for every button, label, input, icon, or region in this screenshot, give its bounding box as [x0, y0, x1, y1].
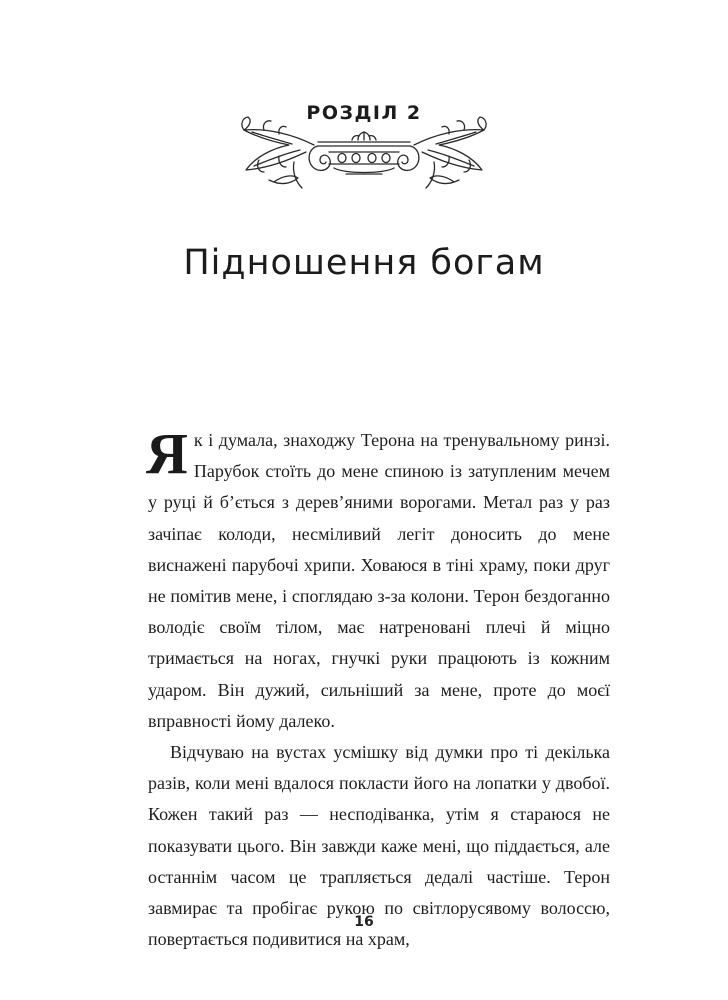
chapter-title: Підношення богам	[183, 243, 545, 283]
body-text	[146, 421, 610, 955]
chapter-header	[0, 90, 728, 200]
page-number: 16	[354, 914, 374, 930]
paragraph-text: к і думала, знаходжу Терона на тренувальному ринзі. Парубок стоїть до мене спиною із затупленим мечем у руці й б’ється з дерев’яними ворогами. Метал раз у раз зачіпає колоди, несміливий легіт доносить до мене виснажені парубочі хрипи. Ховаюся в тіні храму, поки друг не помітив мене, і споглядаю з-за колони. Терон бездоганно володіє своїм тілом, має натреновані плечі й міцно тримається на ногах, гнучкі руки працюють із кожним ударом. Він дужий, сильніший за мене, проте до моєї вправності йому далеко.	[148, 430, 610, 731]
paragraph: Відчуваю на вустах усмішку від думки про ті декілька разів, коли мені вдалося покласти його на лопатки у двобої. Кожен такий раз — несподіванка, утім я стараюся не показувати цього. Він завжди каже мені, що піддається, але останнім часом це трапляється дедалі частіше. Терон завмирає та пробігає рукою по світлорусявому волоссю, повертається подивитися на храм,	[148, 742, 610, 950]
drop-cap: Я	[146, 421, 188, 486]
paragraph	[146, 421, 610, 737]
chapter-label: РОЗДІЛ 2	[306, 102, 422, 124]
